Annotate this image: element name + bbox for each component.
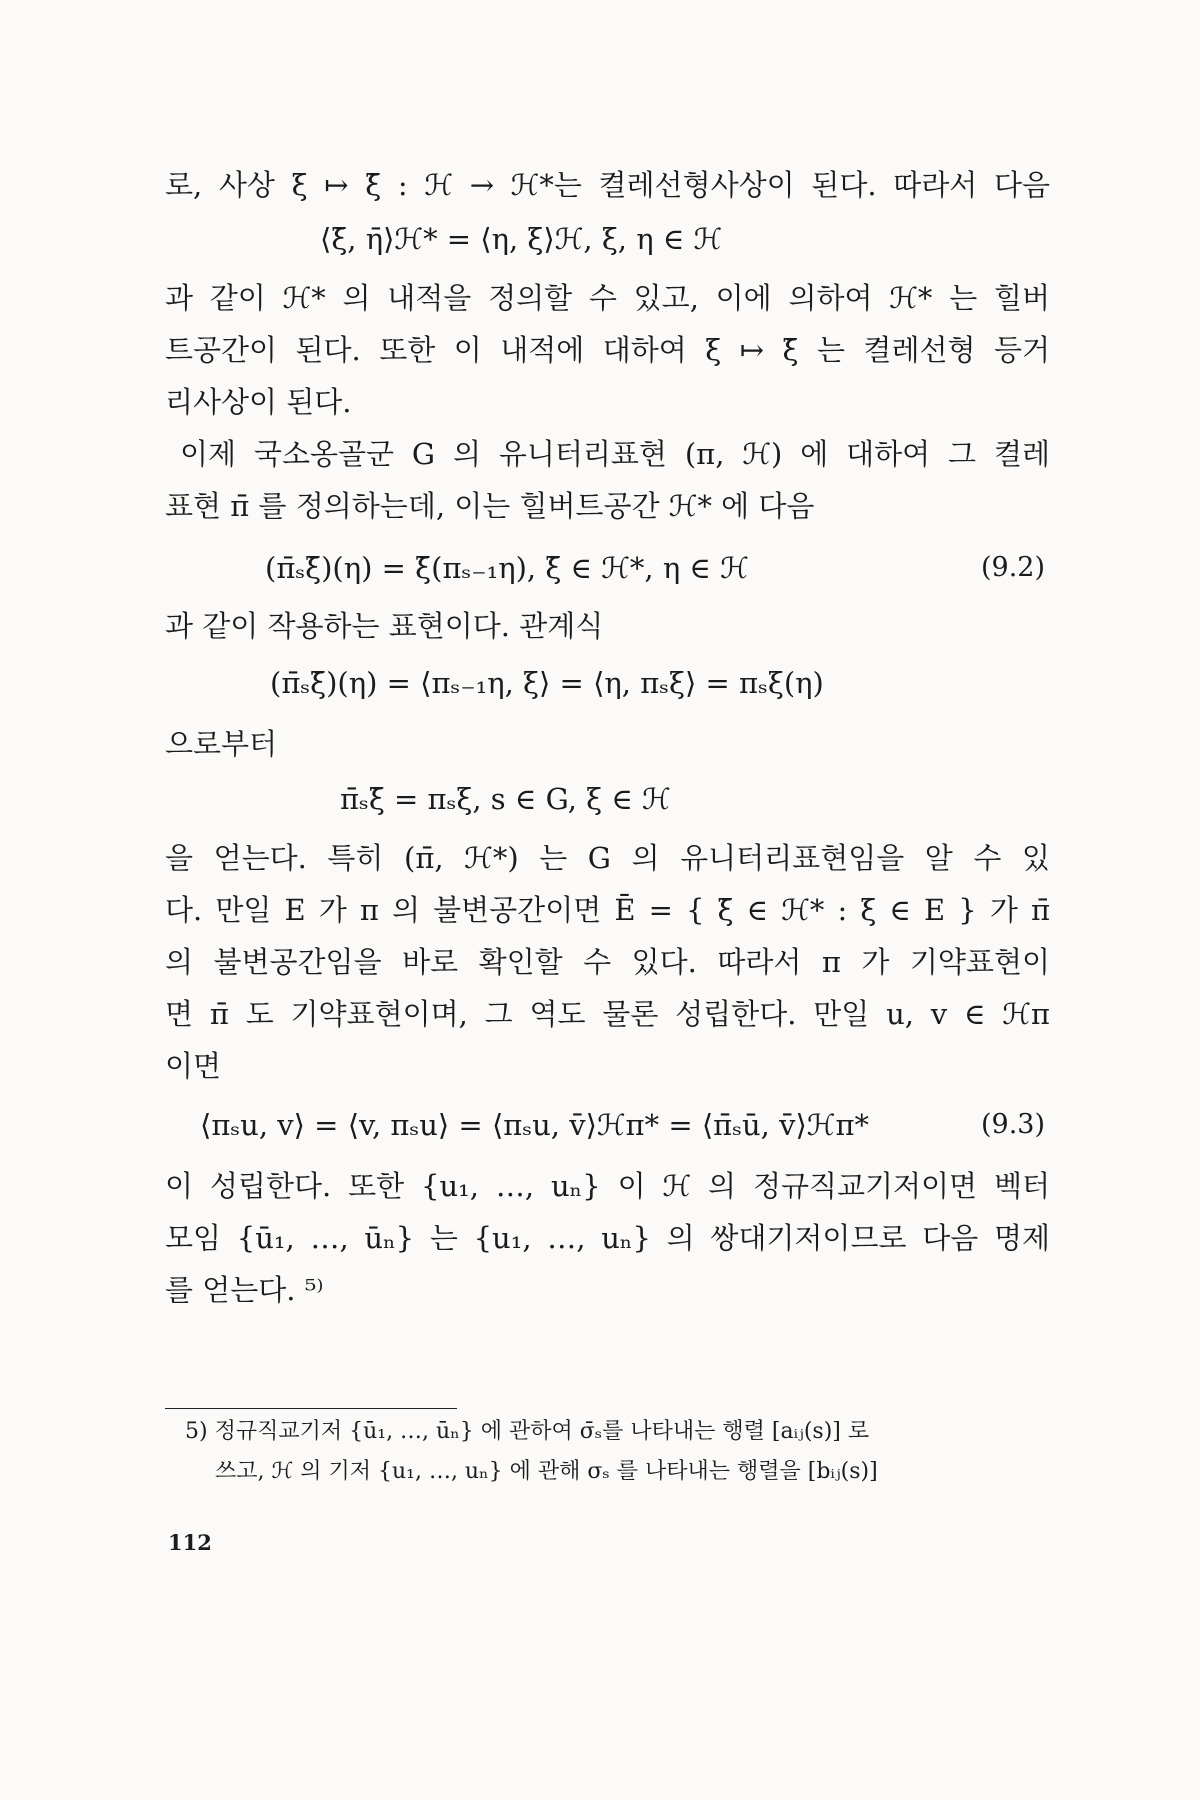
text-line-12: 면 π̄ 도 기약표현이며, 그 역도 물론 성립한다. 만일 u, v ∈ ℋπ [165, 997, 1050, 1031]
text-line-6: 표현 π̄ 를 정의하는데, 이는 힐버트공간 ℋ* 에 다음 [165, 489, 815, 523]
page-number: 112 [168, 1530, 212, 1555]
text-line-8: 으로부터 [165, 727, 278, 761]
text-line-13: 이면 [165, 1049, 222, 1083]
text-line-15: 모임 {ū₁, …, ūₙ} 는 {u₁, …, uₙ} 의 쌍대기저이므로 다음 명제 [165, 1221, 1050, 1255]
text-line-1: 로, 사상 ξ ↦ ξ̄ : ℋ → ℋ*는 켤레선형사상이 된다. 따라서 다음 [165, 168, 1050, 202]
equation-number-9-3: (9.3) [980, 1109, 1045, 1140]
text-line-9: 을 얻는다. 특히 (π̄, ℋ*) 는 G 의 유니터리표현임을 알 수 있 [165, 841, 1050, 875]
footnote-line-1: 5) 정규직교기저 {ū₁, …, ūₙ} 에 관하여 σ̄ₛ를 나타내는 행렬 [aᵢⱼ(s)] 로 [185, 1419, 870, 1444]
text-line-5: 이제 국소옹골군 G 의 유니터리표현 (π, ℋ) 에 대하여 그 켤레 [180, 437, 1050, 471]
text-line-4: 리사상이 된다. [165, 385, 352, 419]
text-line-7: 과 같이 작용하는 표현이다. 관계식 [165, 609, 604, 643]
footnote-line-2: 쓰고, ℋ 의 기저 {u₁, …, uₙ} 에 관해 σₛ 를 나타내는 행렬을 [bᵢⱼ(s)] [215, 1459, 878, 1484]
equation-number-9-2: (9.2) [980, 552, 1045, 583]
footnote-separator [165, 1408, 457, 1409]
equation-conjugate: π̄ₛξ̄ = πₛξ, s ∈ G, ξ ∈ ℋ [340, 782, 671, 816]
text-line-10: 다. 만일 E 가 π 의 불변공간이면 Ē = { ξ̄ ∈ ℋ* : ξ ∈ E } 가 π̄ [165, 893, 1050, 927]
equation-9-3: ⟨πₛu, v⟩ = ⟨v, πₛu⟩ = ⟨πₛu, v̄⟩ℋπ* = ⟨π̄ₛū, v̄⟩ℋπ* [200, 1108, 870, 1142]
text-line-3: 트공간이 된다. 또한 이 내적에 대하여 ξ ↦ ξ̄ 는 켤레선형 등거 [165, 333, 1050, 367]
text-line-11: 의 불변공간임을 바로 확인할 수 있다. 따라서 π 가 기약표현이 [165, 945, 1050, 979]
text-line-2: 과 같이 ℋ* 의 내적을 정의할 수 있고, 이에 의하여 ℋ* 는 힐버 [165, 281, 1050, 315]
equation-inner-product: ⟨ξ̄, η̄⟩ℋ* = ⟨η, ξ⟩ℋ, ξ, η ∈ ℋ [320, 222, 723, 256]
text-line-14: 이 성립한다. 또한 {u₁, …, uₙ} 이 ℋ 의 정규직교기저이면 벡터 [165, 1169, 1050, 1203]
equation-relation: (π̄ₛξ̄)(η) = ⟨πₛ₋₁η, ξ⟩ = ⟨η, πₛξ⟩ = πₛξ(η) [270, 666, 824, 700]
text-line-16: 를 얻는다. ⁵⁾ [165, 1273, 324, 1307]
equation-9-2: (π̄ₛξ̄)(η) = ξ̄(πₛ₋₁η), ξ̄ ∈ ℋ*, η ∈ ℋ [265, 551, 749, 585]
